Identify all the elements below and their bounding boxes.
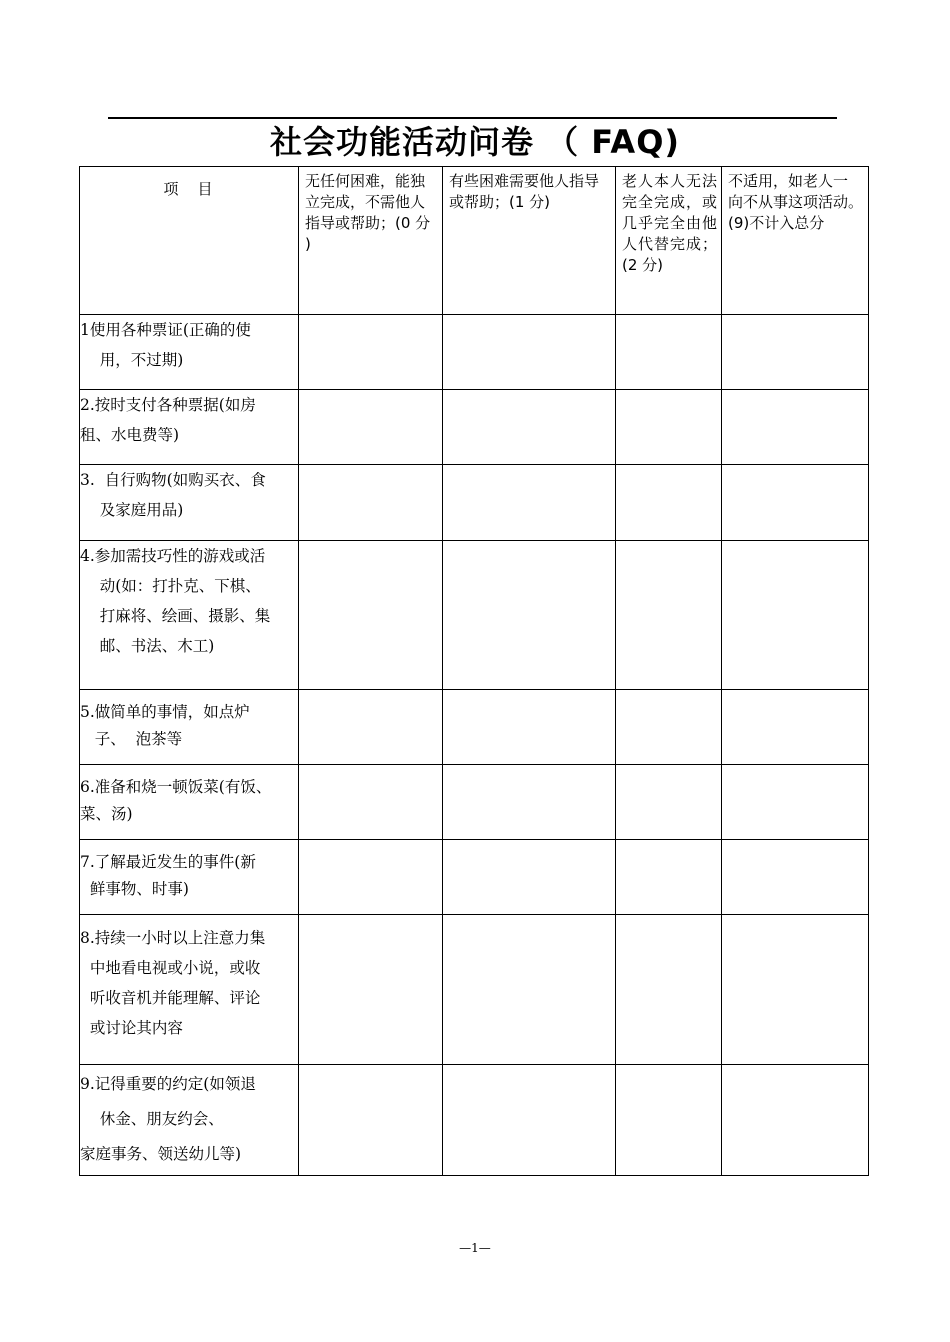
answer-cell-9[interactable]: [722, 690, 869, 765]
answer-cell-0[interactable]: [299, 315, 443, 390]
answer-cell-2[interactable]: [616, 465, 722, 541]
table-row: [80, 840, 869, 915]
item-label: 7.了解最近发生的事件(新 鲜事物、时事): [80, 853, 256, 898]
faq-table: [79, 166, 869, 1176]
header-row: [80, 167, 869, 315]
item-label: 1使用各种票证(正确的使 用，不过期): [80, 321, 251, 369]
answer-cell-9[interactable]: [722, 765, 869, 840]
answer-cell-1[interactable]: [443, 690, 616, 765]
item-cell: [80, 765, 299, 840]
item-cell: [80, 315, 299, 390]
header-no-difficulty: [299, 167, 443, 315]
table-row: [80, 1065, 869, 1176]
item-cell: [80, 690, 299, 765]
answer-cell-9[interactable]: [722, 915, 869, 1065]
item-cell: [80, 465, 299, 541]
table-row: [80, 915, 869, 1065]
answer-cell-1[interactable]: [443, 390, 616, 465]
header-cannot-complete-label: 老人本人无法完全完成，或几乎完全由他人代替完成；(2 分): [622, 172, 717, 274]
item-cell: [80, 390, 299, 465]
item-cell: [80, 541, 299, 690]
item-label: 8.持续一小时以上注意力集 中地看电视或小说，或收 听收音机并能理解、评论 或讨论其内容: [80, 929, 266, 1037]
answer-cell-2[interactable]: [616, 840, 722, 915]
answer-cell-2[interactable]: [616, 690, 722, 765]
header-not-applicable-label: 不适用，如老人一 向不从事这项活动。(9)不计入总分: [728, 172, 864, 232]
answer-cell-9[interactable]: [722, 1065, 869, 1176]
table-row: [80, 541, 869, 690]
answer-cell-0[interactable]: [299, 541, 443, 690]
item-label: 9.记得重要的约定(如领退 休金、朋友约会、 家庭事务、领送幼儿等): [80, 1075, 256, 1163]
answer-cell-9[interactable]: [722, 315, 869, 390]
answer-cell-1[interactable]: [443, 840, 616, 915]
answer-cell-1[interactable]: [443, 1065, 616, 1176]
answer-cell-2[interactable]: [616, 315, 722, 390]
answer-cell-1[interactable]: [443, 465, 616, 541]
answer-cell-2[interactable]: [616, 390, 722, 465]
answer-cell-9[interactable]: [722, 840, 869, 915]
answer-cell-0[interactable]: [299, 840, 443, 915]
table-row: [80, 765, 869, 840]
answer-cell-1[interactable]: [443, 765, 616, 840]
item-label: 3. 自行购物(如购买衣、食 及家庭用品): [80, 471, 266, 519]
table-row: [80, 465, 869, 541]
answer-cell-9[interactable]: [722, 465, 869, 541]
header-some-difficulty: [443, 167, 616, 315]
item-label: 4.参加需技巧性的游戏或活 动(如：打扑克、下棋、 打麻将、绘画、摄影、集 邮、书法、木工): [80, 547, 271, 655]
page-title: 社会功能活动问卷 （ FAQ): [269, 123, 681, 161]
answer-cell-1[interactable]: [443, 541, 616, 690]
header-some-difficulty-label: 有些困难需要他人指导或帮助；(1 分): [449, 172, 600, 211]
answer-cell-2[interactable]: [616, 1065, 722, 1176]
header-not-applicable: [722, 167, 869, 315]
answer-cell-2[interactable]: [616, 915, 722, 1065]
header-item: [80, 167, 299, 315]
item-cell: [80, 1065, 299, 1176]
item-label: 5.做简单的事情，如点炉 子、 泡茶等: [80, 703, 250, 748]
item-cell: [80, 915, 299, 1065]
table-row: [80, 690, 869, 765]
header-no-difficulty-label: 无任何困难，能独立完成，不需他人 指导或帮助；(0 分 ): [305, 172, 441, 253]
page-number: —1—: [459, 1241, 491, 1255]
answer-cell-0[interactable]: [299, 765, 443, 840]
answer-cell-1[interactable]: [443, 915, 616, 1065]
item-label: 2.按时支付各种票据(如房 租、水电费等): [80, 396, 256, 444]
item-cell: [80, 840, 299, 915]
item-label: 6.准备和烧一顿饭菜(有饭、 菜、汤): [80, 778, 272, 823]
title-rule: [108, 117, 837, 119]
header-item-label: 项 目: [163, 180, 215, 198]
answer-cell-9[interactable]: [722, 541, 869, 690]
answer-cell-0[interactable]: [299, 1065, 443, 1176]
answer-cell-0[interactable]: [299, 390, 443, 465]
answer-cell-1[interactable]: [443, 315, 616, 390]
header-cannot-complete: [616, 167, 722, 315]
answer-cell-0[interactable]: [299, 465, 443, 541]
table-row: [80, 315, 869, 390]
answer-cell-2[interactable]: [616, 541, 722, 690]
answer-cell-0[interactable]: [299, 915, 443, 1065]
table-row: [80, 390, 869, 465]
answer-cell-2[interactable]: [616, 765, 722, 840]
answer-cell-9[interactable]: [722, 390, 869, 465]
answer-cell-0[interactable]: [299, 690, 443, 765]
